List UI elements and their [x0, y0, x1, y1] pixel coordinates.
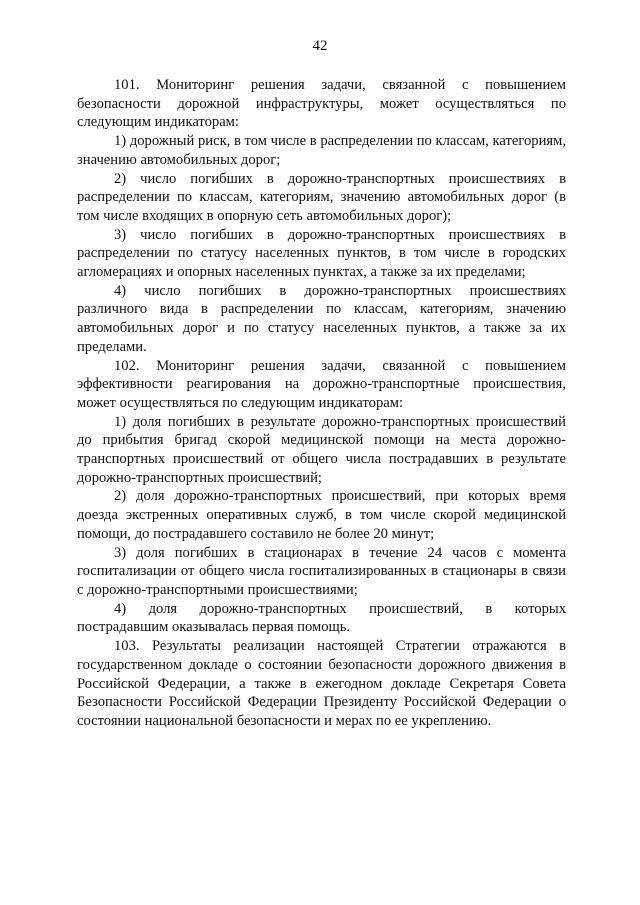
- paragraph-101: 101. Мониторинг решения задачи, связанной с повышением безопасности дорожной инфраструктуры, может осуществляться по следующим индикаторам:: [77, 77, 566, 131]
- indicator-101-4: 4) число погибших в дорожно-транспортных происшествиях различного вида в распределении по классам, категориям, значению автомобильных дорог и по статусу населенных пунктов, а также за их пределами.: [77, 282, 566, 355]
- indicator-101-2: 2) число погибших в дорожно-транспортных происшествиях в распределении по классам, категориям, значению автомобильных дорог (в том числе входящих в опорную сеть автомобильных дорог);: [77, 170, 566, 224]
- paragraph-102: 102. Мониторинг решения задачи, связанной с повышением эффективности реагирования на дорожно-транспортные происшествия, может осуществляться по следующим индикаторам:: [77, 357, 566, 411]
- indicator-102-3: 3) доля погибших в стационарах в течение 24 часов с момента госпитализации от общего числа госпитализированных в стационары в связи с дорожно-транспортными происшествиями;: [77, 544, 566, 598]
- indicator-102-1: 1) доля погибших в результате дорожно-транспортных происшествий до прибытия бригад скорой медицинской помощи на места дорожно-транспортных происшествий от общего числа пострадавших в результате дорожно-транспортных происшествий;: [77, 413, 566, 486]
- indicator-101-3: 3) число погибших в дорожно-транспортных происшествиях в распределении по статусу населенных пунктов, в том числе в городских агломерациях и опорных населенных пунктах, а также за их пределами;: [77, 226, 566, 281]
- document-body: [77, 76, 566, 731]
- indicator-101-1: 1) дорожный риск, в том числе в распределении по классам, категориям, значению автомобильных дорог;: [77, 133, 566, 168]
- indicator-102-2: 2) доля дорожно-транспортных происшествий, при которых время доезда экстренных оперативных служб, в том числе скорой медицинской помощи, до пострадавшего составило не более 20 минут;: [77, 488, 566, 542]
- indicator-102-4: 4) доля дорожно-транспортных происшествий, в которых пострадавшим оказывалась первая помощь.: [77, 600, 566, 636]
- paragraph-103: 103. Результаты реализации настоящей Стратегии отражаются в государственном докладе о состоянии безопасности дорожного движения в Российской Федерации, а также в ежегодном докладе Секретаря Совета Безопасности Российской Федерации Президенту Российской Федерации о состоянии национальной безопасности и мерах по ее укреплению.: [77, 638, 566, 729]
- page-number: 42: [312, 38, 328, 54]
